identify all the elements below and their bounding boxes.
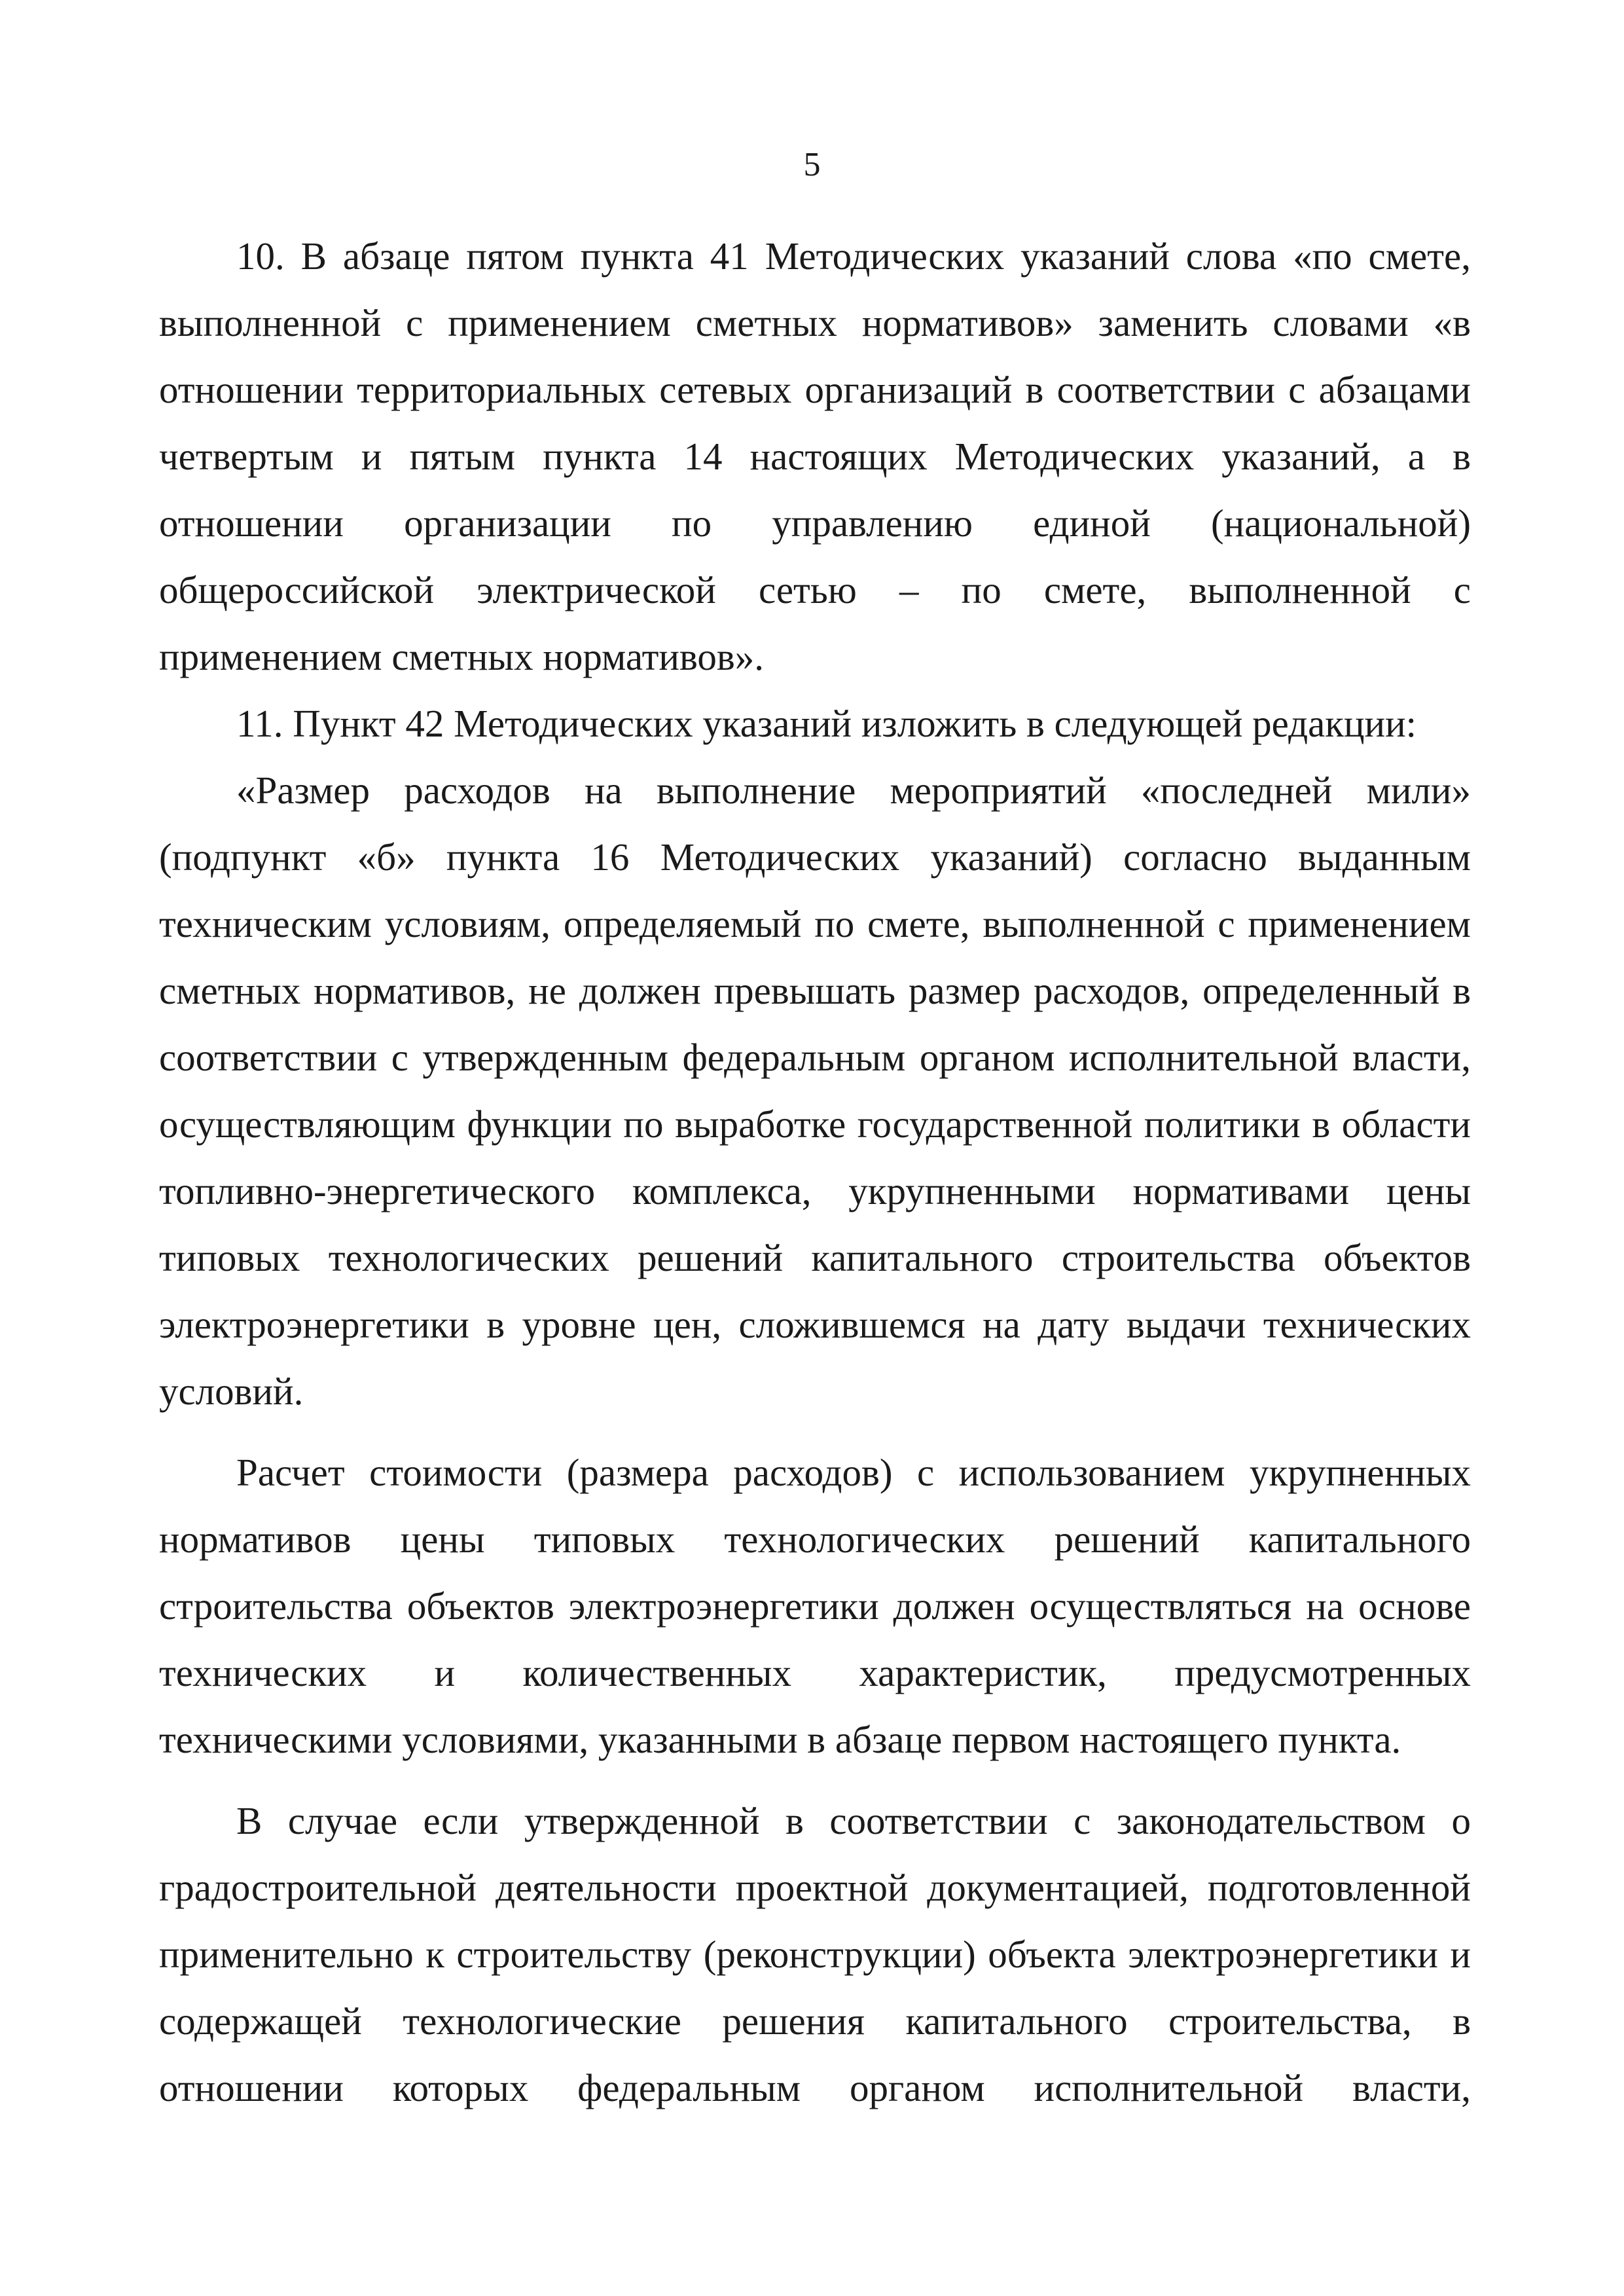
document-body bbox=[159, 223, 1471, 2121]
paragraph-item-10: 10. В абзаце пятом пункта 41 Методических указаний слова «по смете, выполненной с применением сметных нормативов» заменить словами «в отношении территориальных сетевых организаций в соответствии с абзацами четвертым и пятым пункта 14 настоящих Методических указаний, а в отношении организации по управлению единой (национальной) общероссийской электрической сетью – по смете, выполненной с применением сметных нормативов». bbox=[159, 234, 1471, 678]
paragraph-item-11: 11. Пункт 42 Методических указаний изложить в следующей редакции: bbox=[236, 702, 1417, 745]
paragraph-last-mile-cost: «Размер расходов на выполнение мероприятий «последней мили» (подпункт «б» пункта 16 Методических указаний) согласно выданным техническим условиям, определяемый по смете, выполненной с применением сметных нормативов, не должен превышать размер расходов, определенный в соответствии с утвержденным федеральным органом исполнительной власти, осуществляющим функции по выработке государственной политики в области топливно-энергетического комплекса, укрупненными нормативами цены типовых технологических решений капитального строительства объектов электроэнергетики в уровне цен, сложившемся на дату выдачи технических условий. bbox=[159, 769, 1471, 1413]
page-number: 5 bbox=[803, 146, 821, 183]
paragraph-cost-calculation: Расчет стоимости (размера расходов) с использованием укрупненных нормативов цены типовых технологических решений капитального строительства объектов электроэнергетики должен осуществляться на основе технических и количественных характеристик, предусмотренных техническими условиями, указанными в абзаце первом настоящего пункта. bbox=[159, 1451, 1471, 1761]
paragraph-design-documentation: В случае если утвержденной в соответствии с законодательством о градостроительной деятельности проектной документацией, подготовленной применительно к строительству (реконструкции) объекта электроэнергетики и содержащей технологические решения капитального строительства, в отношении которых федеральным органом исполнительной власти, bbox=[159, 1799, 1471, 2109]
